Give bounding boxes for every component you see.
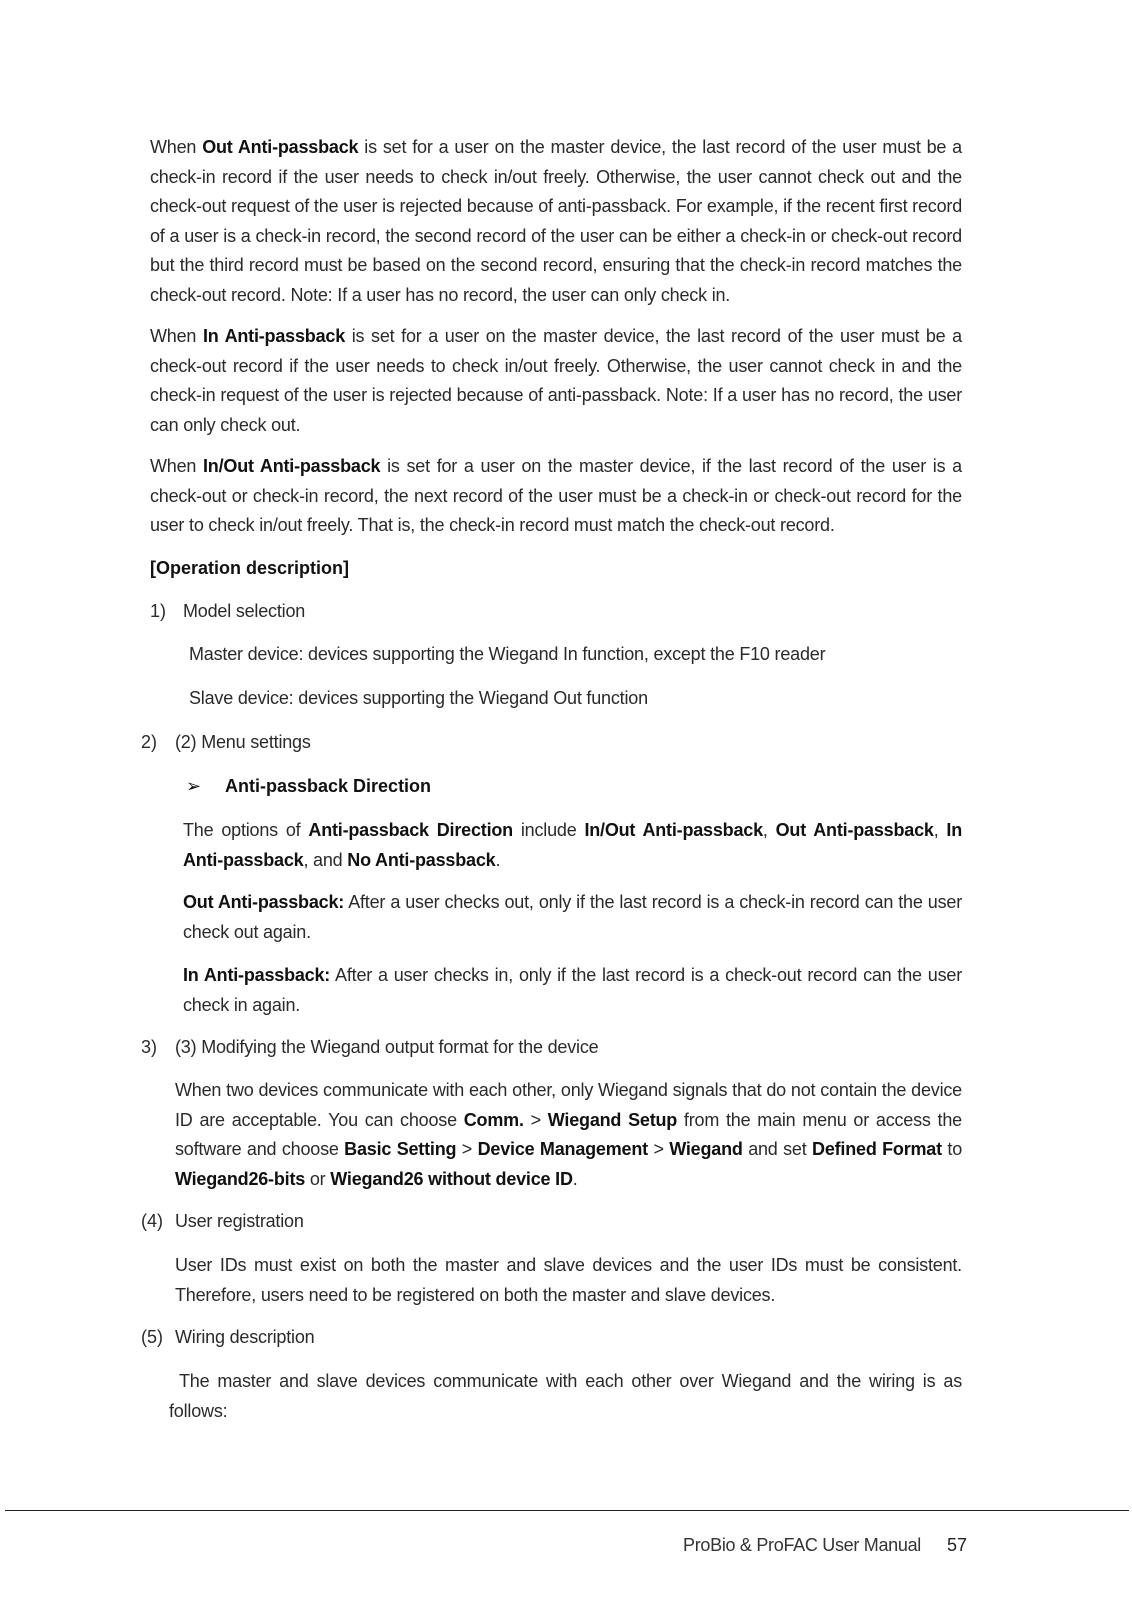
text: After a user checks out, only if the last record is a check-in record can the user check out again. [183,892,962,942]
bold-term: Wiegand [669,1139,743,1159]
text: , [933,820,947,840]
bold-term: Wiegand26-bits [175,1168,306,1189]
text: is set for a user on the master device, if the last record of the user is a check-out or check-in record, the next record of the user must be a check-in or check-out record for the user to check in/out freely. That is, the check-in record must match the check-out record. [150,456,962,535]
step-5-number: (5) [141,1327,163,1347]
bold-term: In Anti-passback: [183,965,331,985]
user-registration-paragraph: User IDs must exist on both the master and slave devices and the user IDs must be consistent. Therefore, users need to be registered on both the master and slave devices. [175,1255,962,1305]
page-number: 57 [947,1535,968,1555]
step-3-title: (3) Modifying the Wiegand output format for the device [175,1037,599,1057]
bold-term: In Anti-passback [202,326,346,346]
text: include [512,820,585,840]
footer-rule [5,1510,1129,1511]
text: or [305,1168,331,1189]
step-4-title: User registration [175,1211,304,1231]
bold-term: Basic Setting [344,1139,457,1159]
bold-term: Wiegand26 without device ID [330,1168,573,1189]
text: After a user checks in, only if the last record is a check-out record can the user check in again. [183,965,962,1015]
text: to [941,1139,963,1159]
out-antipassback-definition [183,888,962,947]
text: is set for a user on the master device, the last record of the user must be a check-out record if the user needs to check in/out freely. Otherwise, the user cannot check in and the check-in request of the user is rejected because of anti-passback. Note: If a user has no record, the user can only check out. [150,326,962,435]
text: from the main menu or access the software and choose [175,1109,962,1159]
text: > [647,1139,670,1159]
text: , and [303,849,348,870]
bold-term: Device Management [477,1139,648,1159]
master-device-line: Master device: devices supporting the Wiegand In function, except the F10 reader [189,644,826,664]
antipassback-direction-heading: Anti-passback Direction [225,776,432,796]
bold-term: Wiegand Setup [547,1109,678,1130]
bold-term: Out Anti-passback [775,820,934,840]
out-antipassback-paragraph [150,133,962,310]
wiring-paragraph: The master and slave devices communicate with each other over Wiegand and the wiring is as follows: [169,1371,962,1421]
bold-term: Defined Format [812,1139,942,1159]
text: > [523,1109,548,1130]
step-4-number: (4) [141,1211,163,1231]
step-2-number: 2) [141,732,158,752]
text: The options of [183,820,309,840]
footer-manual-title: ProBio & ProFAC User Manual [683,1535,921,1555]
text: is set for a user on the master device, the last record of the user must be a check-in record if the user needs to check in/out freely. Otherwise, the user cannot check out and the check-out request of the user is rejected because of anti-passback. For example, if the recent first record of a user is a check-in record, the second record of the user can be either a check-in or check-out record but the third record must be based on the second record, ensuring that the check-in record matches the check-out record. Note: If a user has no record, the user can only check in. [150,137,963,305]
bold-term: In/Out Anti-passback [203,456,381,476]
text: When two devices communicate with each other, only Wiegand signals that do not contain the device ID are acceptable. You can choose [175,1080,962,1130]
wiegand-format-paragraph [175,1076,962,1194]
step-1-number: 1) [150,601,167,621]
bold-term: In/Out Anti-passback [584,820,763,840]
slave-device-line: Slave device: devices supporting the Wiegand Out function [189,688,648,708]
text: . [572,1168,578,1189]
text: > [456,1139,478,1159]
text: . [495,849,501,870]
in-antipassback-paragraph [150,322,962,440]
operation-heading: [Operation description] [150,558,350,578]
inout-antipassback-paragraph [150,452,962,541]
text: , [762,820,776,840]
step-3-number: 3) [141,1037,158,1057]
step-2-title: (2) Menu settings [175,732,311,752]
bold-term: Comm. [463,1109,524,1130]
step-5-title: Wiring description [175,1327,315,1347]
text: and set [742,1139,813,1159]
bold-term: No Anti-passback [347,849,496,870]
direction-options-paragraph [183,816,962,875]
in-antipassback-definition [183,961,962,1020]
arrow-bullet-icon: ➢ [186,776,202,796]
step-1-title: Model selection [183,601,306,621]
text: When [150,137,203,157]
text: When [150,456,203,476]
bold-term: Out Anti-passback [202,137,359,157]
text: When [150,326,203,346]
bold-term: Anti-passback Direction [308,820,513,840]
bold-term: Out Anti-passback: [183,892,345,912]
bold-term: In Anti-passback [183,820,963,870]
